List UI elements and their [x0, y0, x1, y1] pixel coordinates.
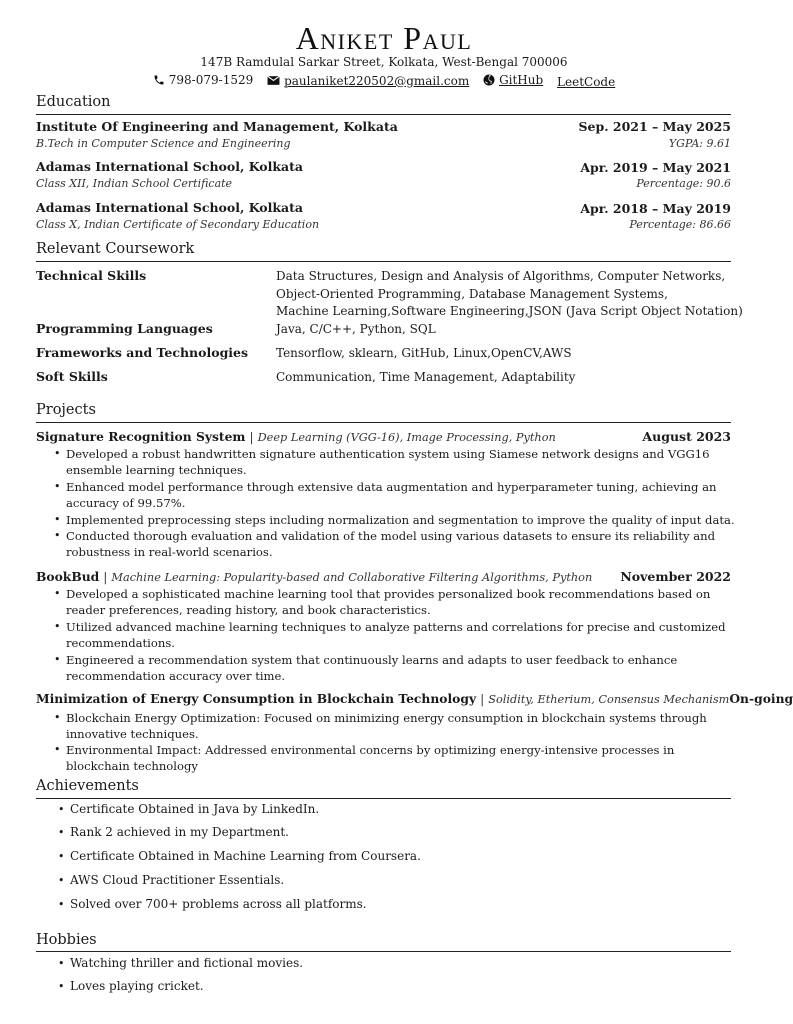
- bullet-icon: •: [54, 653, 61, 666]
- bullet-icon: •: [54, 513, 61, 526]
- edu-dates: Apr. 2019 – May 2021: [580, 160, 731, 175]
- skill-line: Tensorflow, sklearn, GitHub, Linux,OpenCV,AWS: [276, 346, 572, 360]
- skill-line: Machine Learning,Software Engineering,JSON (Java Script Object Notation): [276, 304, 743, 318]
- edu-institution: Institute Of Engineering and Management, Kolkata: [36, 119, 398, 134]
- edu-score: Percentage: 90.6: [636, 177, 731, 190]
- projects-heading: Projects: [36, 402, 96, 418]
- bullet-icon: •: [54, 447, 61, 460]
- achievement-item: Solved over 700+ problems across all platforms.: [70, 897, 367, 911]
- achievements-rule: [36, 798, 731, 799]
- coursework-rule: [36, 261, 731, 262]
- github-link[interactable]: GitHub: [499, 73, 544, 87]
- achievement-item: Certificate Obtained in Machine Learning from Coursera.: [70, 849, 421, 863]
- project-bullet: Engineered a recommendation system that continuously learns and adapts to user feedback to enhance recommendation accuracy over time.: [66, 653, 678, 683]
- bullet-icon: •: [58, 898, 65, 911]
- edu-score: YGPA: 9.61: [668, 137, 731, 150]
- address: 147B Ramdulal Sarkar Street, Kolkata, West-Bengal 700006: [200, 55, 568, 69]
- hobbies-heading: Hobbies: [36, 932, 97, 948]
- bullet-icon: •: [58, 980, 65, 993]
- skill-line: Java, C/C++, Python, SQL: [276, 322, 436, 336]
- bullet-icon: •: [54, 587, 61, 600]
- bullet-icon: •: [54, 711, 61, 724]
- mail-icon: [267, 75, 280, 86]
- coursework-heading: Relevant Coursework: [36, 241, 195, 257]
- project-tech: Machine Learning: Popularity-based and Collaborative Filtering Algorithms, Python: [111, 571, 593, 584]
- hobby-item: Loves playing cricket.: [70, 979, 204, 993]
- project-date: November 2022: [620, 569, 731, 584]
- skill-line: Data Structures, Design and Analysis of Algorithms, Computer Networks,: [276, 269, 726, 283]
- project-title-line: Minimization of Energy Consumption in Blockchain Technology | Solidity, Etherium, Consensus MechanismOn-going: [36, 691, 793, 706]
- education-heading: Education: [36, 94, 111, 110]
- project-bullet: Environmental Impact: Addressed environmental concerns by optimizing energy-intensive processes in blockchain technology: [66, 743, 675, 773]
- project-bullet: Developed a robust handwritten signature authentication system using Siamese network designs and VGG16 ensemble learning techniques.: [66, 447, 710, 477]
- edu-institution: Adamas International School, Kolkata: [36, 159, 303, 174]
- skill-label: Technical Skills: [36, 268, 147, 283]
- github-icon: [483, 74, 495, 86]
- phone-icon: [153, 74, 165, 86]
- achievement-item: Rank 2 achieved in my Department.: [70, 825, 289, 839]
- project-title-line: Signature Recognition System | Deep Learning (VGG-16), Image Processing, Python: [36, 429, 556, 444]
- bullet-icon: •: [54, 620, 61, 633]
- leetcode-link[interactable]: LeetCode: [557, 75, 616, 89]
- candidate-name: Aniket Paul: [295, 20, 473, 56]
- bullet-icon: •: [58, 957, 65, 970]
- bullet-icon: •: [58, 850, 65, 863]
- leetcode-item[interactable]: [557, 75, 615, 89]
- project-date: August 2023: [642, 429, 731, 444]
- hobbies-rule: [36, 951, 731, 952]
- phone-number: 798-079-1529: [168, 73, 254, 87]
- edu-degree: Class X, Indian Certificate of Secondary Education: [36, 218, 320, 231]
- github-item[interactable]: [483, 73, 543, 87]
- edu-degree: B.Tech in Computer Science and Engineering: [36, 137, 291, 150]
- edu-institution: Adamas International School, Kolkata: [36, 200, 303, 215]
- achievements-heading: Achievements: [36, 778, 139, 794]
- edu-dates: Apr. 2018 – May 2019: [580, 201, 731, 216]
- project-bullet: Enhanced model performance through extensive data augmentation and hyperparameter tuning, achieving an accuracy of 99.57%.: [66, 480, 717, 510]
- bullet-icon: •: [58, 826, 65, 839]
- edu-dates: Sep. 2021 – May 2025: [578, 119, 731, 134]
- achievement-item: Certificate Obtained in Java by LinkedIn.: [70, 802, 320, 816]
- bullet-icon: •: [54, 529, 61, 542]
- education-rule: [36, 114, 731, 115]
- edu-degree: Class XII, Indian School Certificate: [36, 177, 233, 190]
- project-name: Minimization of Energy Consumption in Blockchain Technology: [36, 691, 477, 706]
- skill-label: Programming Languages: [36, 321, 213, 336]
- bullet-icon: •: [58, 803, 65, 816]
- skill-line: Communication, Time Management, Adaptability: [276, 370, 576, 384]
- skill-label: Soft Skills: [36, 369, 108, 384]
- project-bullet: Blockchain Energy Optimization: Focused on minimizing energy consumption in blockchain systems through innovative techniques.: [66, 711, 707, 741]
- bullet-icon: •: [54, 743, 61, 756]
- skill-line: Object-Oriented Programming, Database Management Systems,: [276, 287, 668, 301]
- project-title-line: BookBud | Machine Learning: Popularity-based and Collaborative Filtering Algorithms, Python: [36, 569, 593, 584]
- hobby-item: Watching thriller and fictional movies.: [70, 956, 304, 970]
- bullet-icon: •: [58, 874, 65, 887]
- edu-score: Percentage: 86.66: [629, 218, 731, 231]
- project-name: Signature Recognition System: [36, 429, 246, 444]
- project-tech: Solidity, Etherium, Consensus Mechanism: [488, 693, 730, 706]
- email-link[interactable]: paulaniket220502@gmail.com: [284, 73, 470, 88]
- skill-label: Frameworks and Technologies: [36, 345, 249, 360]
- project-tech: Deep Learning (VGG-16), Image Processing, Python: [257, 431, 556, 444]
- projects-rule: [36, 422, 731, 423]
- project-date: On-going: [729, 691, 793, 706]
- bullet-icon: •: [54, 480, 61, 493]
- project-bullet: Developed a sophisticated machine learning tool that provides personalized book recommendations based on reader preferences, reading history, and book characteristics.: [66, 587, 711, 617]
- project-bullet: Conducted thorough evaluation and validation of the model using various datasets to ensure its reliability and robustness in real-world scenarios.: [66, 529, 716, 559]
- project-name: BookBud: [36, 569, 100, 584]
- achievement-item: AWS Cloud Practitioner Essentials.: [70, 873, 285, 887]
- phone-item: [153, 73, 253, 87]
- contact-row: [0, 73, 768, 89]
- email-item[interactable]: [267, 74, 469, 88]
- project-bullet: Implemented preprocessing steps including normalization and segmentation to improve the quality of input data.: [66, 513, 735, 527]
- project-bullet: Utilized advanced machine learning techniques to analyze patterns and correlations for precise and customized recommendations.: [66, 620, 726, 650]
